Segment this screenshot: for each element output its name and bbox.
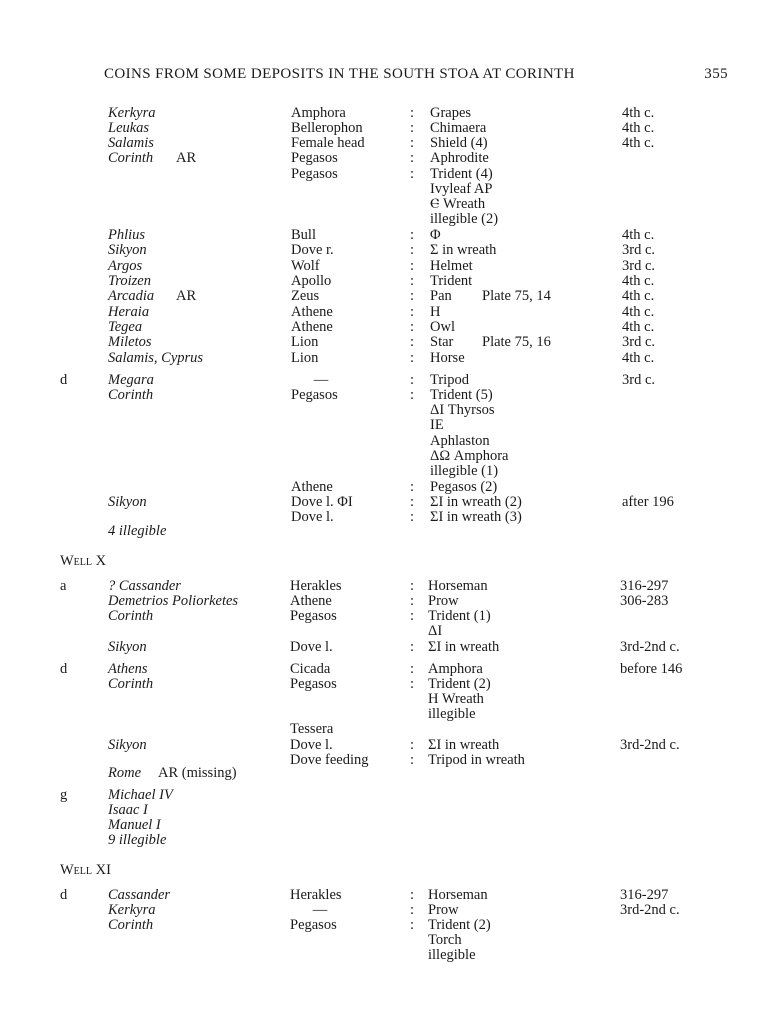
table-row — [0, 273, 780, 289]
obverse-type: Lion — [291, 334, 319, 350]
reverse-type: Aphrodite — [430, 150, 489, 166]
date: 3rd c. — [622, 242, 656, 258]
mint-name: Arcadia — [108, 288, 155, 304]
reverse-type: Horseman — [428, 578, 488, 594]
table-row — [0, 802, 780, 818]
table-row — [0, 211, 780, 227]
separator-colon: : — [410, 387, 415, 403]
separator-colon: : — [410, 166, 415, 182]
mint-name: Athens — [108, 661, 148, 677]
separator-colon: : — [410, 578, 415, 594]
separator-colon: : — [410, 135, 415, 151]
obverse-type: Athene — [291, 479, 333, 495]
obverse-type: Dove l. — [290, 737, 333, 753]
section-heading — [0, 862, 780, 878]
mint-name: Sikyon — [108, 639, 147, 655]
reverse-type: Ⲉ Wreath — [430, 196, 486, 212]
table-row — [0, 479, 780, 495]
table-row — [0, 181, 780, 197]
table-row — [0, 135, 780, 151]
obverse-type: Athene — [291, 304, 333, 320]
mint-name: Heraia — [108, 304, 150, 320]
obverse-type: Zeus — [291, 288, 320, 304]
reverse-type: Owl — [430, 319, 455, 335]
table-row — [0, 402, 780, 418]
reverse-type: Tripod in wreath — [428, 752, 525, 768]
separator-colon: : — [410, 258, 415, 274]
reverse-type: illegible — [428, 706, 476, 722]
separator-colon: : — [410, 737, 415, 753]
obverse-type: Athene — [290, 593, 332, 609]
table-row — [0, 917, 780, 933]
obverse-type: Dove l. ΦΙ — [291, 494, 353, 510]
reverse-type: Ivyleaf AP — [430, 181, 493, 197]
reverse-type: Chimaera — [430, 120, 487, 136]
table-row — [0, 433, 780, 449]
table-row — [0, 242, 780, 258]
obverse-type: — — [312, 902, 328, 918]
mint-name: Corinth — [108, 387, 154, 403]
reverse-type: Trident (5) — [430, 387, 493, 403]
obverse-type: Lion — [291, 350, 319, 366]
obverse-type: Apollo — [291, 273, 332, 289]
reverse-type: Amphora — [428, 661, 483, 677]
obverse-type: Amphora — [291, 105, 346, 121]
date: 3rd-2nd c. — [620, 639, 680, 655]
reverse-type: Φ — [430, 227, 441, 243]
page-title: COINS FROM SOME DEPOSITS IN THE SOUTH STOA AT CORINTH — [104, 66, 575, 82]
separator-colon: : — [410, 120, 415, 136]
plate-reference: Plate 75, 16 — [482, 334, 551, 350]
date: 4th c. — [622, 105, 655, 121]
table-row — [0, 887, 780, 903]
table-row — [0, 832, 780, 848]
separator-colon: : — [410, 350, 415, 366]
mint-name: 9 illegible — [108, 832, 167, 848]
separator-colon: : — [410, 105, 415, 121]
reverse-type: ΙΕ — [430, 417, 444, 433]
reverse-type: illegible (1) — [430, 463, 499, 479]
separator-colon: : — [410, 150, 415, 166]
table-row — [0, 523, 780, 539]
reverse-type: ΣΙ in wreath (2) — [430, 494, 522, 510]
separator-colon: : — [410, 608, 415, 624]
table-row — [0, 120, 780, 136]
date: 4th c. — [622, 273, 655, 289]
page-number: 355 — [704, 66, 728, 82]
separator-colon: : — [410, 334, 415, 350]
obverse-type: Cicada — [290, 661, 331, 677]
table-row — [0, 765, 780, 781]
reverse-type: Prow — [428, 902, 459, 918]
obverse-type: Female head — [291, 135, 365, 151]
table-row — [0, 463, 780, 479]
well-heading: Well X — [60, 553, 107, 569]
separator-colon: : — [410, 752, 415, 768]
table-row — [0, 902, 780, 918]
reverse-type: Prow — [428, 593, 459, 609]
mint-name: Tegea — [108, 319, 143, 335]
section-heading — [0, 553, 780, 569]
table-row — [0, 334, 780, 350]
mint-name: Phlius — [108, 227, 146, 243]
mint-name: Corinth — [108, 150, 154, 166]
mint-name: Manuel I — [108, 817, 161, 833]
mint-name: Salamis — [108, 135, 154, 151]
separator-colon: : — [410, 319, 415, 335]
table-row — [0, 494, 780, 510]
reverse-type: Trident (2) — [428, 917, 491, 933]
deposit-label: g — [60, 787, 68, 803]
separator-colon: : — [410, 661, 415, 677]
reverse-type: Grapes — [430, 105, 472, 121]
mint-name: Cassander — [108, 887, 171, 903]
date: 3rd-2nd c. — [620, 902, 680, 918]
date: 4th c. — [622, 120, 655, 136]
date: 3rd c. — [622, 372, 656, 388]
obverse-type: Bellerophon — [291, 120, 363, 136]
mint-name: Leukas — [108, 120, 150, 136]
separator-colon: : — [410, 639, 415, 655]
deposit-label: a — [60, 578, 67, 594]
obverse-type: Herakles — [290, 887, 342, 903]
deposit-label: d — [60, 661, 68, 677]
mint-name: Sikyon — [108, 494, 147, 510]
table-row — [0, 661, 780, 677]
obverse-type: Tessera — [290, 721, 334, 737]
obverse-type: Dove l. — [290, 639, 333, 655]
table-row — [0, 105, 780, 121]
table-row — [0, 721, 780, 737]
reverse-type: illegible (2) — [430, 211, 499, 227]
table-row — [0, 319, 780, 335]
mint-name: Michael IV — [108, 787, 173, 803]
date: 4th c. — [622, 319, 655, 335]
obverse-type: Dove r. — [291, 242, 334, 258]
metal-note: AR — [176, 150, 197, 166]
mint-name: Sikyon — [108, 737, 147, 753]
deposit-label: d — [60, 372, 68, 388]
metal-note: AR — [176, 288, 197, 304]
obverse-type: Herakles — [290, 578, 342, 594]
reverse-type: illegible — [428, 947, 476, 963]
mint-name: 4 illegible — [108, 523, 167, 539]
reverse-type: Trident (2) — [428, 676, 491, 692]
table-row — [0, 350, 780, 366]
reverse-type: H — [430, 304, 441, 320]
separator-colon: : — [410, 902, 415, 918]
table-row — [0, 387, 780, 403]
mint-name: Isaac I — [108, 802, 148, 818]
table-row — [0, 372, 780, 388]
separator-colon: : — [410, 227, 415, 243]
obverse-type: Pegasos — [291, 166, 338, 182]
separator-colon: : — [410, 242, 415, 258]
reverse-type: ΔΙ Thyrsos — [430, 402, 495, 418]
date: 3rd c. — [622, 334, 656, 350]
reverse-type: Trident (4) — [430, 166, 493, 182]
plate-reference: Plate 75, 14 — [482, 288, 551, 304]
table-row — [0, 258, 780, 274]
table-row — [0, 676, 780, 692]
separator-colon: : — [410, 593, 415, 609]
date: 4th c. — [622, 135, 655, 151]
table-row — [0, 227, 780, 243]
reverse-type: Pegasos (2) — [430, 479, 498, 495]
reverse-type: Shield (4) — [430, 135, 488, 151]
reverse-type: Horse — [430, 350, 465, 366]
obverse-type: Pegasos — [290, 917, 337, 933]
date: 316-297 — [620, 578, 669, 594]
mint-name: Salamis, Cyprus — [108, 350, 204, 366]
table-row — [0, 448, 780, 464]
table-row — [0, 787, 780, 803]
separator-colon: : — [410, 304, 415, 320]
obverse-type: Dove l. — [291, 509, 334, 525]
mint-name: Megara — [108, 372, 154, 388]
separator-colon: : — [410, 494, 415, 510]
obverse-type: Pegasos — [291, 150, 338, 166]
mint-name: Kerkyra — [108, 902, 156, 918]
date: 4th c. — [622, 227, 655, 243]
reverse-type: Trident — [430, 273, 473, 289]
separator-colon: : — [410, 509, 415, 525]
mint-name: Corinth — [108, 676, 154, 692]
obverse-type: Pegasos — [291, 387, 338, 403]
table-row — [0, 166, 780, 182]
separator-colon: : — [410, 676, 415, 692]
reverse-type: Trident (1) — [428, 608, 491, 624]
well-heading: Well XI — [60, 862, 111, 878]
reverse-type: H Wreath — [428, 691, 484, 707]
date: 3rd-2nd c. — [620, 737, 680, 753]
table-row — [0, 639, 780, 655]
reverse-type: Tripod — [430, 372, 469, 388]
separator-colon: : — [410, 372, 415, 388]
running-header — [104, 66, 728, 86]
mint-name: Demetrios Poliorketes — [108, 593, 239, 609]
table-row — [0, 947, 780, 963]
mint-name: Sikyon — [108, 242, 147, 258]
obverse-type: — — [313, 372, 329, 388]
reverse-type: ΣΙ in wreath (3) — [430, 509, 522, 525]
table-row — [0, 150, 780, 166]
reverse-type: ΣΙ in wreath — [428, 737, 500, 753]
mint-name: Kerkyra — [108, 105, 156, 121]
separator-colon: : — [410, 273, 415, 289]
separator-colon: : — [410, 917, 415, 933]
reverse-type: Star — [430, 334, 454, 350]
reverse-type: ΔΩ Amphora — [430, 448, 509, 464]
obverse-type: Pegasos — [290, 608, 337, 624]
table-row — [0, 593, 780, 609]
date: 306-283 — [620, 593, 669, 609]
table-row — [0, 608, 780, 624]
mint-name: Miletos — [108, 334, 152, 350]
table-row — [0, 417, 780, 433]
obverse-type: Dove feeding — [290, 752, 369, 768]
separator-colon: : — [410, 479, 415, 495]
date: 3rd c. — [622, 258, 656, 274]
mint-name: Argos — [108, 258, 143, 274]
table-row — [0, 196, 780, 212]
date: 4th c. — [622, 288, 655, 304]
mint-name: Rome — [108, 765, 142, 781]
obverse-type: Pegasos — [290, 676, 337, 692]
metal-note: AR (missing) — [158, 765, 237, 781]
reverse-type: Aphlaston — [430, 433, 490, 449]
obverse-type: Wolf — [291, 258, 320, 274]
table-row — [0, 623, 780, 639]
mint-name: Corinth — [108, 917, 154, 933]
table-row — [0, 737, 780, 753]
date: before 146 — [620, 661, 683, 677]
table-row — [0, 304, 780, 320]
table-row — [0, 817, 780, 833]
table-row — [0, 288, 780, 304]
reverse-type: Pan — [430, 288, 452, 304]
mint-name: ? Cassander — [108, 578, 181, 594]
date: 4th c. — [622, 350, 655, 366]
table-row — [0, 578, 780, 594]
date: after 196 — [622, 494, 674, 510]
reverse-type: Σ in wreath — [430, 242, 497, 258]
reverse-type: Helmet — [430, 258, 473, 274]
reverse-type: Horseman — [428, 887, 488, 903]
reverse-type: Torch — [428, 932, 462, 948]
reverse-type: ΔΙ — [428, 623, 443, 639]
mint-name: Troizen — [108, 273, 151, 289]
date: 4th c. — [622, 304, 655, 320]
table-row — [0, 932, 780, 948]
separator-colon: : — [410, 887, 415, 903]
table-row — [0, 706, 780, 722]
date: 316-297 — [620, 887, 669, 903]
reverse-type: ΣΙ in wreath — [428, 639, 500, 655]
obverse-type: Bull — [291, 227, 316, 243]
mint-name: Corinth — [108, 608, 154, 624]
deposit-label: d — [60, 887, 68, 903]
table-row — [0, 691, 780, 707]
obverse-type: Athene — [291, 319, 333, 335]
separator-colon: : — [410, 288, 415, 304]
